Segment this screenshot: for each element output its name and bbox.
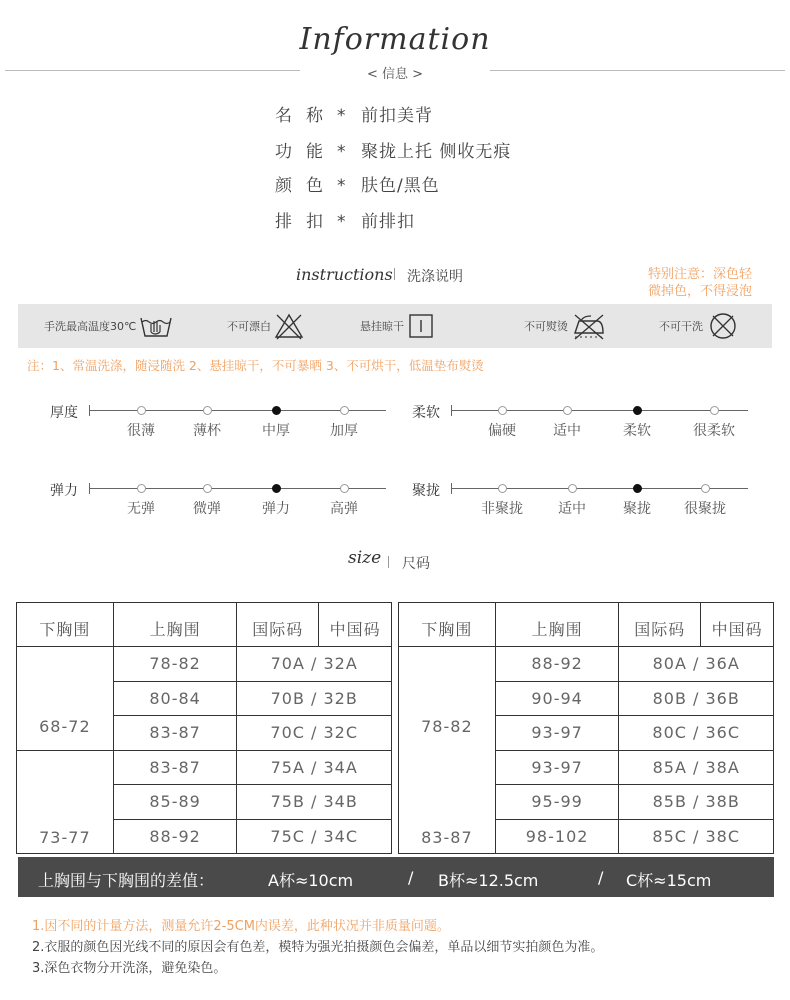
title-separator: [394, 268, 395, 280]
cup-a-diff: A杯≈10cm: [268, 871, 354, 890]
size-code-cell: 80A / 36A: [619, 647, 774, 682]
info-label: 颜色*: [275, 176, 360, 196]
scale-track-start-tick: [451, 405, 452, 416]
info-label: 名称*: [275, 106, 360, 126]
col-header: 上胸围: [113, 603, 237, 647]
info-row-function: [275, 137, 511, 162]
scale-label-push-up: 聚拢: [412, 483, 440, 499]
upper-bust-cell: 88-92: [495, 647, 619, 682]
size-code-cell: 70A / 32A: [237, 647, 392, 682]
scale-dot: [568, 484, 577, 493]
scale-option-label: 很聚拢: [684, 501, 726, 517]
size-script-title: size: [348, 548, 382, 568]
scale-option-label: 高弹: [330, 501, 358, 517]
scale-option-label: 微弹: [193, 501, 221, 517]
col-header: 国际码: [619, 603, 701, 647]
scale-track-softness: [451, 410, 748, 411]
scale-option-label: 很薄: [127, 423, 155, 439]
scale-option-label: 非聚拢: [481, 501, 523, 517]
size-code-cell: 75C / 34C: [237, 819, 392, 854]
scale-track-start-tick: [89, 405, 90, 416]
scale-option-label: 柔软: [623, 423, 651, 439]
scale-track-start-tick: [89, 483, 90, 494]
under-bust-cell: 78-82: [399, 647, 496, 751]
hang-dry-icon: [407, 312, 435, 340]
information-subtitle: < 信息 >: [366, 67, 424, 82]
size-code-cell: 85C / 38C: [619, 819, 774, 854]
under-bust-cell: 83-87: [399, 750, 496, 854]
info-value: 聚拢上托 侧收无痕: [361, 142, 512, 162]
upper-bust-cell: 95-99: [495, 785, 619, 820]
scale-option-label: 聚拢: [623, 501, 651, 517]
scale-option-label: 中厚: [262, 423, 290, 439]
size-code-cell: 80B / 36B: [619, 681, 774, 716]
care-item-label: 不可干洗: [659, 320, 703, 333]
table-row: [399, 750, 774, 785]
scale-dot: [203, 406, 212, 415]
special-note-line: 特别注意：深色轻: [648, 267, 753, 282]
special-note-line: 微掉色，不得浸泡: [648, 284, 753, 299]
scale-dot: [340, 406, 349, 415]
col-header: 下胸围: [17, 603, 114, 647]
care-item-label: 手洗最高温度30℃: [44, 320, 137, 333]
info-row-name: [275, 101, 433, 126]
col-header: 中国码: [701, 603, 774, 647]
care-icons-bar: [18, 304, 772, 348]
title-separator: [388, 556, 389, 568]
scale-dot: [137, 484, 146, 493]
info-value: 肤色/黑色: [361, 176, 440, 196]
scale-label-thickness: 厚度: [50, 405, 78, 421]
info-value: 前扣美背: [361, 106, 433, 126]
upper-bust-cell: 83-87: [113, 716, 237, 751]
care-title: 洗涤说明: [407, 269, 463, 285]
scale-option-label: 无弹: [127, 501, 155, 517]
upper-bust-cell: 78-82: [113, 647, 237, 682]
care-item-no-dry-clean: [659, 304, 740, 348]
instructions-script-title: instructions: [296, 265, 393, 284]
table-row: [17, 750, 392, 785]
cup-b-diff: B杯≈12.5cm: [438, 871, 539, 890]
col-header: 上胸围: [495, 603, 619, 647]
upper-bust-cell: 80-84: [113, 681, 237, 716]
care-note: 注：1、常温洗涤，随浸随洗 2、悬挂晾干，不可暴晒 3、不可烘干，低温垫布熨烫: [27, 358, 484, 373]
upper-bust-cell: 93-97: [495, 716, 619, 751]
upper-bust-cell: 83-87: [113, 750, 237, 785]
scale-dot: [563, 406, 572, 415]
scale-dot: [340, 484, 349, 493]
upper-bust-cell: 90-94: [495, 681, 619, 716]
scale-option-label: 加厚: [330, 423, 358, 439]
special-note: [648, 266, 752, 300]
size-code-cell: 75B / 34B: [237, 785, 392, 820]
cup-c-diff: C杯≈15cm: [626, 871, 712, 890]
under-bust-cell: 73-77: [17, 750, 114, 854]
care-item-no-bleach: [227, 304, 304, 348]
scale-dot: [710, 406, 719, 415]
size-table-left: [16, 602, 392, 854]
cup-difference-bar: [18, 857, 774, 897]
footnote-3: 3.深色衣物分开洗涤，避免染色。: [32, 961, 227, 976]
scale-dot: [203, 484, 212, 493]
info-label: 功能*: [275, 142, 360, 162]
no-dry-clean-icon: [706, 311, 740, 341]
scale-dot: [498, 406, 507, 415]
scale-option-label: 薄杯: [193, 423, 221, 439]
care-item-hand-wash: [44, 304, 173, 348]
info-row-color: [275, 171, 440, 196]
hand-wash-icon: [139, 312, 173, 340]
care-item-hang-dry: [360, 304, 435, 348]
upper-bust-cell: 85-89: [113, 785, 237, 820]
scale-option-label: 适中: [558, 501, 586, 517]
footnote-1: 1.因不同的计量方法，测量允许2-5CM内误差，此种状况并非质量问题。: [32, 919, 450, 934]
scale-option-label: 弹力: [262, 501, 290, 517]
info-value: 前排扣: [361, 212, 415, 232]
size-code-cell: 85B / 38B: [619, 785, 774, 820]
scale-option-label: 很柔软: [693, 423, 735, 439]
scale-dot: [137, 406, 146, 415]
col-header: 中国码: [319, 603, 392, 647]
scale-option-label: 偏硬: [488, 423, 516, 439]
size-table-right: [398, 602, 774, 854]
scale-dot: [272, 406, 281, 415]
under-bust-cell: 68-72: [17, 647, 114, 751]
care-item-label: 悬挂晾干: [360, 320, 404, 333]
diff-separator: /: [408, 868, 414, 887]
upper-bust-cell: 93-97: [495, 750, 619, 785]
table-row: [399, 647, 774, 682]
scale-dot: [633, 406, 642, 415]
table-row: [17, 647, 392, 682]
size-title: 尺码: [402, 556, 430, 572]
scale-track-start-tick: [451, 483, 452, 494]
size-code-cell: 80C / 36C: [619, 716, 774, 751]
size-code-cell: 85A / 38A: [619, 750, 774, 785]
difference-label: 上胸围与下胸围的差值：: [38, 871, 215, 890]
size-code-cell: 75A / 34A: [237, 750, 392, 785]
info-label: 排扣*: [275, 212, 360, 232]
col-header: 国际码: [237, 603, 319, 647]
scale-dot: [272, 484, 281, 493]
care-item-no-iron: [524, 304, 607, 348]
scale-dot: [498, 484, 507, 493]
care-item-label: 不可漂白: [227, 320, 271, 333]
size-code-cell: 70C / 32C: [237, 716, 392, 751]
care-item-label: 不可熨烫: [524, 320, 568, 333]
no-iron-icon: [571, 311, 607, 341]
scale-dot: [701, 484, 710, 493]
col-header: 下胸围: [399, 603, 496, 647]
scale-label-elasticity: 弹力: [50, 483, 78, 499]
scale-option-label: 适中: [553, 423, 581, 439]
upper-bust-cell: 98-102: [495, 819, 619, 854]
diff-separator: /: [598, 868, 604, 887]
info-row-buckle: [275, 207, 415, 232]
size-code-cell: 70B / 32B: [237, 681, 392, 716]
scale-dot: [633, 484, 642, 493]
upper-bust-cell: 88-92: [113, 819, 237, 854]
footnote-2: 2.衣服的颜色因光线不同的原因会有色差，模特为强光拍摄颜色会偏差，单品以细节实拍颜色为准。: [32, 940, 604, 955]
scale-label-softness: 柔软: [412, 405, 440, 421]
no-bleach-icon: [274, 312, 304, 340]
information-script-title: Information: [299, 22, 491, 57]
